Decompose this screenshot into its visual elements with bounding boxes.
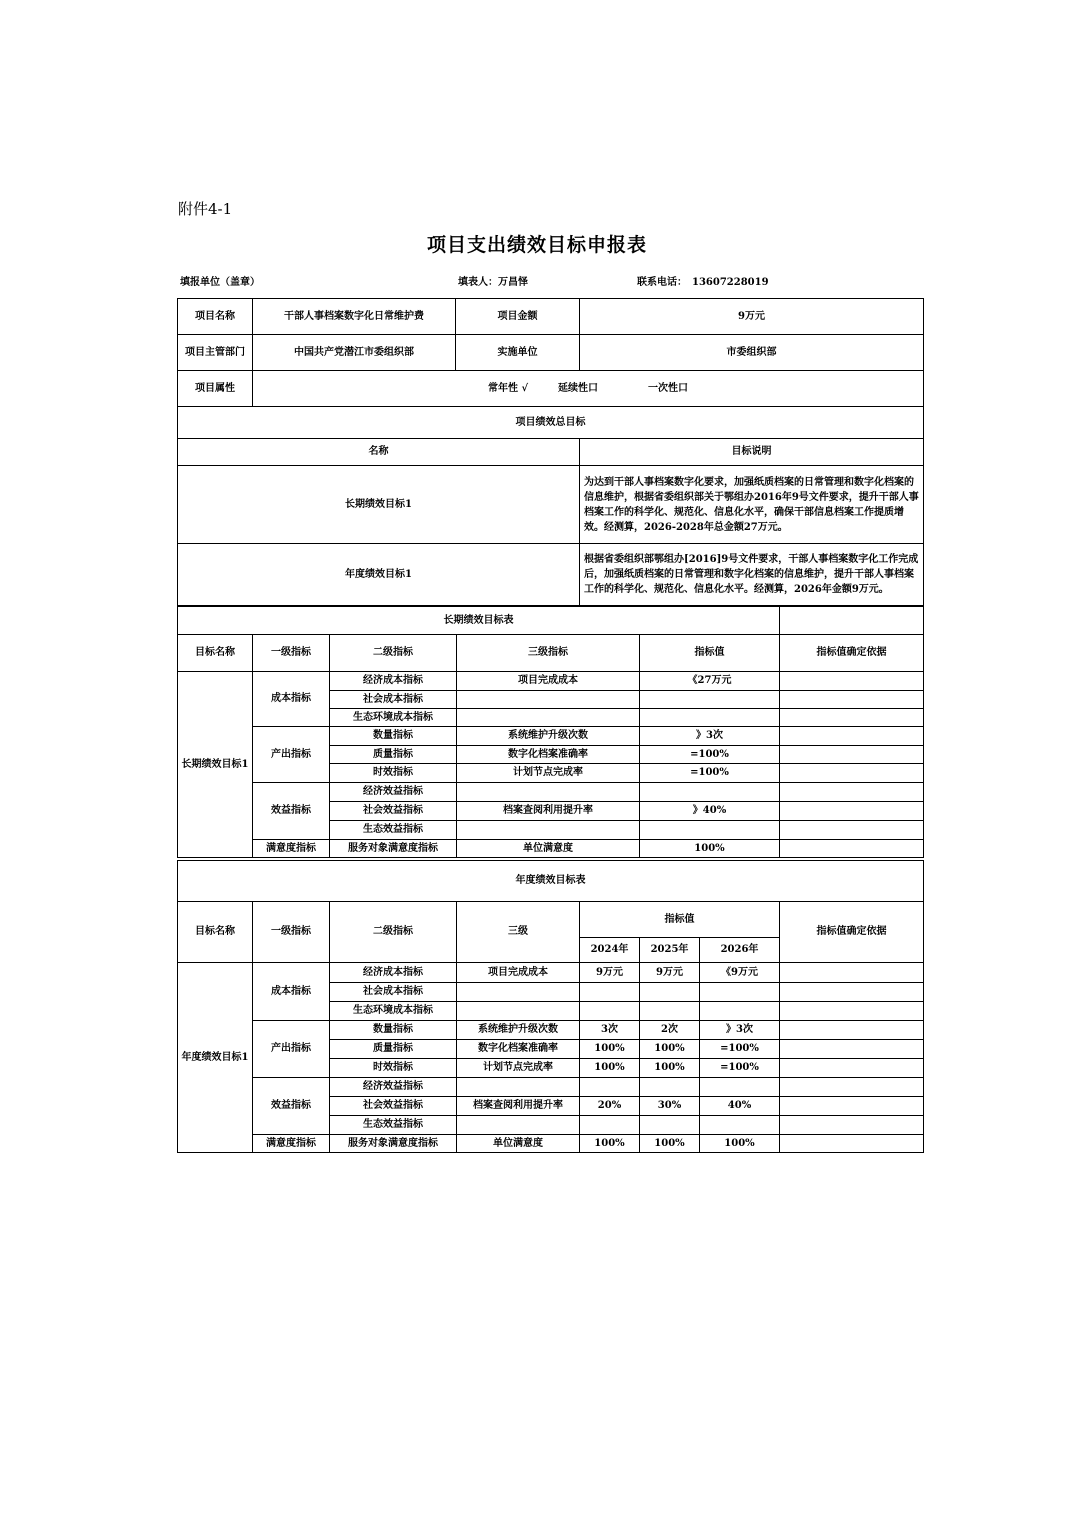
basis-cell [780,709,924,727]
basis-cell [780,727,924,746]
level3-cell [457,709,640,727]
level3-cell: 单位满意度 [457,1135,580,1153]
attachment-label: 附件4-1 [178,200,233,218]
value-cell [640,1116,700,1135]
level2-cell: 服务对象满意度指标 [330,840,457,858]
header-cell: 二级指标 [330,635,457,672]
level3-cell [457,821,640,840]
value-cell: 100% [640,840,780,858]
basis-cell [780,672,924,691]
project-amount-label: 项目金额 [456,299,580,335]
header-cell: 三级 [457,902,580,963]
header-cell: 指标值确定依据 [780,902,924,963]
level2-cell: 生态环境成本指标 [330,709,457,727]
overall-row-name: 年度绩效目标1 [178,544,580,606]
header-cell: 一级指标 [253,902,330,963]
value-cell: =100% [640,764,780,783]
level1-cell: 产出指标 [253,727,330,783]
level2-cell: 数量指标 [330,727,457,746]
overall-section-title: 项目绩效总目标 [178,407,924,439]
level3-cell [457,783,640,802]
basis-cell [780,1078,924,1097]
level1-cell: 满意度指标 [253,1135,330,1153]
value-cell: 100% [580,1135,640,1153]
level2-cell: 经济成本指标 [330,672,457,691]
value-cell: 2次 [640,1021,700,1040]
value-cell [640,691,780,709]
level3-cell: 数字化档案准确率 [457,1040,580,1059]
level3-cell [457,1116,580,1135]
project-info-table [177,298,924,606]
header-cell: 指标值 [580,902,780,938]
level2-cell: 生态效益指标 [330,1116,457,1135]
value-cell: =100% [640,746,780,764]
value-cell [580,1078,640,1097]
impl-value: 市委组织部 [580,335,924,371]
level2-cell: 社会成本指标 [330,983,457,1002]
project-name-label: 项目名称 [178,299,253,335]
value-cell: 《27万元 [640,672,780,691]
value-cell [640,1078,700,1097]
year-cell: 2024年 [580,938,640,963]
value-cell: 《9万元 [700,963,780,983]
header-cell: 二级指标 [330,902,457,963]
level3-cell: 档案查阅利用提升率 [457,1097,580,1116]
value-cell: 》3次 [640,727,780,746]
value-cell: =100% [700,1040,780,1059]
attr-value: 常年性 √ 延续性口 一次性口 [253,371,924,407]
level2-cell: 经济效益指标 [330,783,457,802]
basis-cell [780,840,924,858]
value-cell: 100% [700,1135,780,1153]
level3-cell: 系统维护升级次数 [457,727,640,746]
level1-cell: 效益指标 [253,783,330,840]
header-cell: 指标值确定依据 [780,635,924,672]
year-cell: 2026年 [700,938,780,963]
level2-cell: 社会效益指标 [330,1097,457,1116]
filler-name: 填表人：万昌怿 [458,277,528,288]
level3-cell [457,691,640,709]
basis-cell [780,1097,924,1116]
goal-name: 长期绩效目标1 [178,672,253,858]
value-cell [580,983,640,1002]
contact-phone: 联系电话： 13607228019 [637,277,769,288]
basis-cell [780,746,924,764]
value-cell: 30% [640,1097,700,1116]
attr-label: 项目属性 [178,371,253,407]
value-cell [700,983,780,1002]
basis-cell [780,1021,924,1040]
level3-cell: 数字化档案准确率 [457,746,640,764]
value-cell: 100% [580,1040,640,1059]
level2-cell: 数量指标 [330,1021,457,1040]
level3-cell: 项目完成成本 [457,672,640,691]
level3-cell: 项目完成成本 [457,963,580,983]
value-cell [580,1002,640,1021]
level2-cell: 经济成本指标 [330,963,457,983]
level2-cell: 服务对象满意度指标 [330,1135,457,1153]
level1-cell: 产出指标 [253,1021,330,1078]
basis-cell [780,783,924,802]
level3-cell: 计划节点完成率 [457,1059,580,1078]
level2-cell: 质量指标 [330,1040,457,1059]
value-cell [640,983,700,1002]
value-cell [700,1078,780,1097]
dept-value: 中国共产党潜江市委组织部 [253,335,456,371]
unit-label: 填报单位（盖章） [180,277,260,288]
level3-cell [457,1078,580,1097]
level3-cell [457,1002,580,1021]
level2-cell: 时效指标 [330,1059,457,1078]
level2-cell: 质量指标 [330,746,457,764]
basis-cell [780,963,924,983]
value-cell [640,1002,700,1021]
long-term-section-title: 长期绩效目标表 [178,607,780,635]
long-term-table [177,606,924,858]
basis-cell [780,764,924,783]
basis-cell [780,821,924,840]
value-cell: 9万元 [580,963,640,983]
overall-row-desc: 根据省委组织部鄂组办[2016]9号文件要求，干部人事档案数字化工作完成后，加强纸质档案的日常管理和数字化档案的信息维护，提升干部人事档案工作的科学化、规范化、信息化水平。经测算，2026年金额9万元。 [580,544,924,606]
value-cell [640,821,780,840]
value-cell: =100% [700,1059,780,1078]
level3-cell: 单位满意度 [457,840,640,858]
overall-row-desc: 为达到干部人事档案数字化要求，加强纸质档案的日常管理和数字化档案的信息维护，根据省委组织部关于鄂组办2016年9号文件要求，提升干部人事档案工作的科学化、规范化、信息化水平，确保干部信息档案工作提质增效。经测算，2026-2028年总金额27万元。 [580,466,924,544]
overall-col-desc: 目标说明 [580,439,924,466]
level3-cell: 档案查阅利用提升率 [457,802,640,821]
level1-cell: 满意度指标 [253,840,330,858]
basis-cell [780,1002,924,1021]
level1-cell: 成本指标 [253,963,330,1021]
value-cell: 20% [580,1097,640,1116]
level2-cell: 生态环境成本指标 [330,1002,457,1021]
goal-name: 年度绩效目标1 [178,963,253,1153]
level2-cell: 时效指标 [330,764,457,783]
value-cell [640,783,780,802]
level2-cell: 经济效益指标 [330,1078,457,1097]
value-cell [700,1116,780,1135]
basis-cell [780,983,924,1002]
basis-cell [780,1040,924,1059]
basis-cell [780,691,924,709]
basis-cell [780,802,924,821]
annual-table [177,860,924,1153]
blank-cell [780,607,924,635]
project-amount: 9万元 [580,299,924,335]
value-cell [700,1002,780,1021]
level2-cell: 社会效益指标 [330,802,457,821]
header-cell: 三级指标 [457,635,640,672]
basis-cell [780,1116,924,1135]
value-cell: 9万元 [640,963,700,983]
value-cell: 100% [640,1135,700,1153]
header-cell: 目标名称 [178,635,253,672]
overall-row-name: 长期绩效目标1 [178,466,580,544]
value-cell: 》3次 [700,1021,780,1040]
level1-cell: 成本指标 [253,672,330,727]
annual-section-title: 年度绩效目标表 [178,861,924,902]
level3-cell: 系统维护升级次数 [457,1021,580,1040]
project-name: 干部人事档案数字化日常维护费 [253,299,456,335]
year-cell: 2025年 [640,938,700,963]
level2-cell: 生态效益指标 [330,821,457,840]
header-cell: 指标值 [640,635,780,672]
impl-label: 实施单位 [456,335,580,371]
value-cell: 100% [580,1059,640,1078]
value-cell [580,1116,640,1135]
header-cell: 一级指标 [253,635,330,672]
level2-cell: 社会成本指标 [330,691,457,709]
basis-cell [780,1059,924,1078]
dept-label: 项目主管部门 [178,335,253,371]
value-cell [640,709,780,727]
value-cell: 》40% [640,802,780,821]
value-cell: 3次 [580,1021,640,1040]
basis-cell [780,1135,924,1153]
page-title: 项目支出绩效目标申报表 [426,234,647,256]
level3-cell: 计划节点完成率 [457,764,640,783]
value-cell: 100% [640,1059,700,1078]
header-cell: 目标名称 [178,902,253,963]
level3-cell [457,983,580,1002]
value-cell: 100% [640,1040,700,1059]
level1-cell: 效益指标 [253,1078,330,1135]
overall-col-name: 名称 [178,439,580,466]
value-cell: 40% [700,1097,780,1116]
